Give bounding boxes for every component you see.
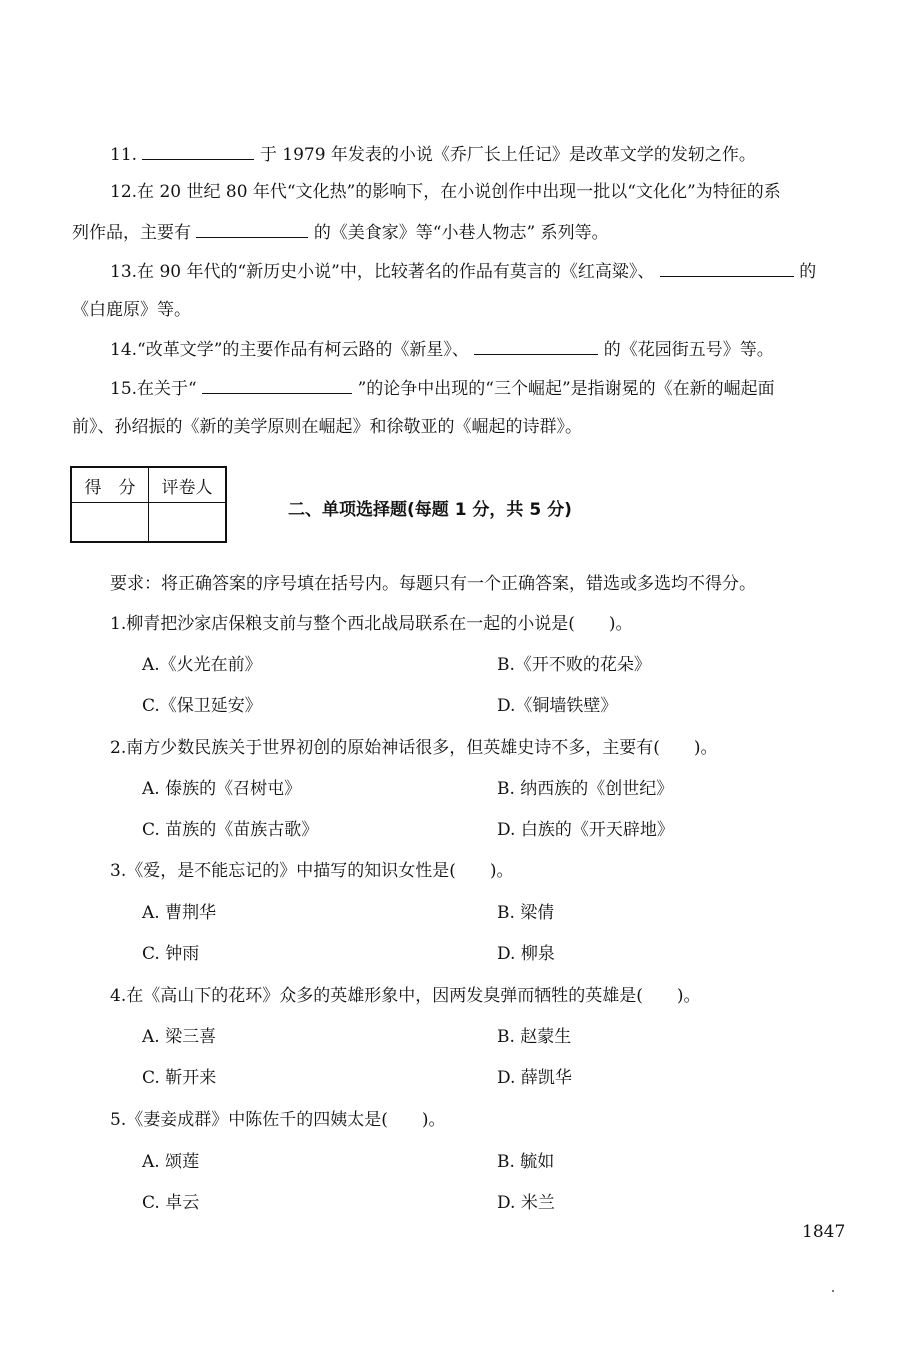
question-text: ”的论争中出现的“三个崛起”是指谢冕的《在新的崛起面: [357, 379, 775, 399]
question-text: 前》、孙绍振的《新的美学原则在崛起》和徐敬亚的《崛起的诗群》。: [72, 417, 582, 437]
option-a[interactable]: A.《火光在前》: [142, 655, 262, 675]
option-d[interactable]: D. 白族的《开天辟地》: [497, 820, 674, 840]
question-11: [110, 143, 756, 166]
mc-question-4: 4.在《高山下的花环》众多的英雄形象中，因两发臭弹而牺牲的英雄是( )。: [110, 986, 701, 1006]
question-12-line2: [72, 221, 609, 244]
question-text: 在 20 世纪 80 年代“文化热”的影响下，在小说创作中出现一批以“文化化”为特征的系: [137, 182, 781, 202]
option-d[interactable]: D. 柳泉: [497, 944, 555, 964]
grader-cell[interactable]: [149, 503, 227, 543]
question-text: 在关于“: [137, 379, 197, 399]
answer-blank[interactable]: [660, 260, 794, 277]
mc-question-1: 1.柳青把沙家店保粮支前与整个西北战局联系在一起的小说是( )。: [110, 614, 633, 634]
question-number: 13.: [110, 262, 138, 282]
option-c[interactable]: C. 苗族的《苗族古歌》: [142, 820, 319, 840]
question-text: 列作品，主要有: [72, 223, 191, 243]
mc-question-5: 5.《妻妾成群》中陈佐千的四姨太是( )。: [110, 1110, 446, 1130]
option-a[interactable]: A. 曹荆华: [142, 903, 217, 923]
option-a[interactable]: A. 梁三喜: [142, 1027, 217, 1047]
answer-blank[interactable]: [202, 377, 352, 394]
mc-question-2: 2.南方少数民族关于世界初创的原始神话很多，但英雄史诗不多，主要有( )。: [110, 738, 718, 758]
option-d[interactable]: D. 米兰: [497, 1193, 555, 1213]
question-12-line1: [110, 181, 781, 203]
option-a[interactable]: A. 颂莲: [142, 1152, 200, 1172]
answer-blank[interactable]: [196, 221, 308, 238]
score-box: [70, 466, 227, 543]
mc-question-3: 3.《爱，是不能忘记的》中描写的知识女性是( )。: [110, 861, 514, 881]
question-13-line2: [72, 299, 191, 321]
option-c[interactable]: C. 靳开来: [142, 1068, 217, 1088]
option-b[interactable]: B. 赵蒙生: [497, 1027, 572, 1047]
question-text: 的《美食家》等“小巷人物志” 系列等。: [313, 223, 609, 243]
requirement-text: 要求：将正确答案的序号填在括号内。每题只有一个正确答案，错选或多选均不得分。: [110, 574, 756, 594]
option-b[interactable]: B. 毓如: [497, 1152, 555, 1172]
option-a[interactable]: A. 傣族的《召树屯》: [142, 779, 302, 799]
question-13-line1: [110, 260, 816, 283]
question-text: “改革文学”的主要作品有柯云路的《新星》、: [137, 340, 469, 360]
option-d[interactable]: D.《铜墙铁壁》: [497, 696, 618, 716]
question-text: 于 1979 年发表的小说《乔厂长上任记》是改革文学的发轫之作。: [259, 145, 756, 165]
option-c[interactable]: C. 钟雨: [142, 944, 200, 964]
option-c[interactable]: C. 卓云: [142, 1193, 200, 1213]
grader-header: 评卷人: [149, 467, 227, 503]
question-number: 15.: [110, 379, 138, 399]
option-d[interactable]: D. 薛凯华: [497, 1068, 572, 1088]
question-text: 在 90 年代的“新历史小说”中，比较著名的作品有莫言的《红高粱》、: [137, 262, 655, 282]
option-b[interactable]: B.《开不败的花朵》: [497, 655, 651, 675]
section-title: 二、单项选择题(每题 1 分，共 5 分): [288, 500, 572, 520]
score-cell[interactable]: [71, 503, 149, 543]
answer-blank[interactable]: [474, 338, 598, 355]
question-number: 14.: [110, 340, 138, 360]
option-b[interactable]: B. 梁倩: [497, 903, 555, 923]
answer-blank[interactable]: [142, 143, 254, 160]
question-15-line1: [110, 377, 775, 400]
option-c[interactable]: C.《保卫延安》: [142, 696, 262, 716]
question-text: 《白鹿原》等。: [72, 300, 191, 320]
scan-speck: [832, 1290, 834, 1292]
question-number: 11.: [110, 145, 138, 165]
question-number: 12.: [110, 182, 138, 202]
option-b[interactable]: B. 纳西族的《创世纪》: [497, 779, 674, 799]
question-15-line2: [72, 416, 582, 438]
question-14: [110, 338, 774, 361]
question-text: 的《花园街五号》等。: [603, 340, 774, 360]
page-number: 1847: [802, 1222, 846, 1242]
question-text: 的: [799, 262, 817, 282]
score-header: 得 分: [71, 467, 149, 503]
